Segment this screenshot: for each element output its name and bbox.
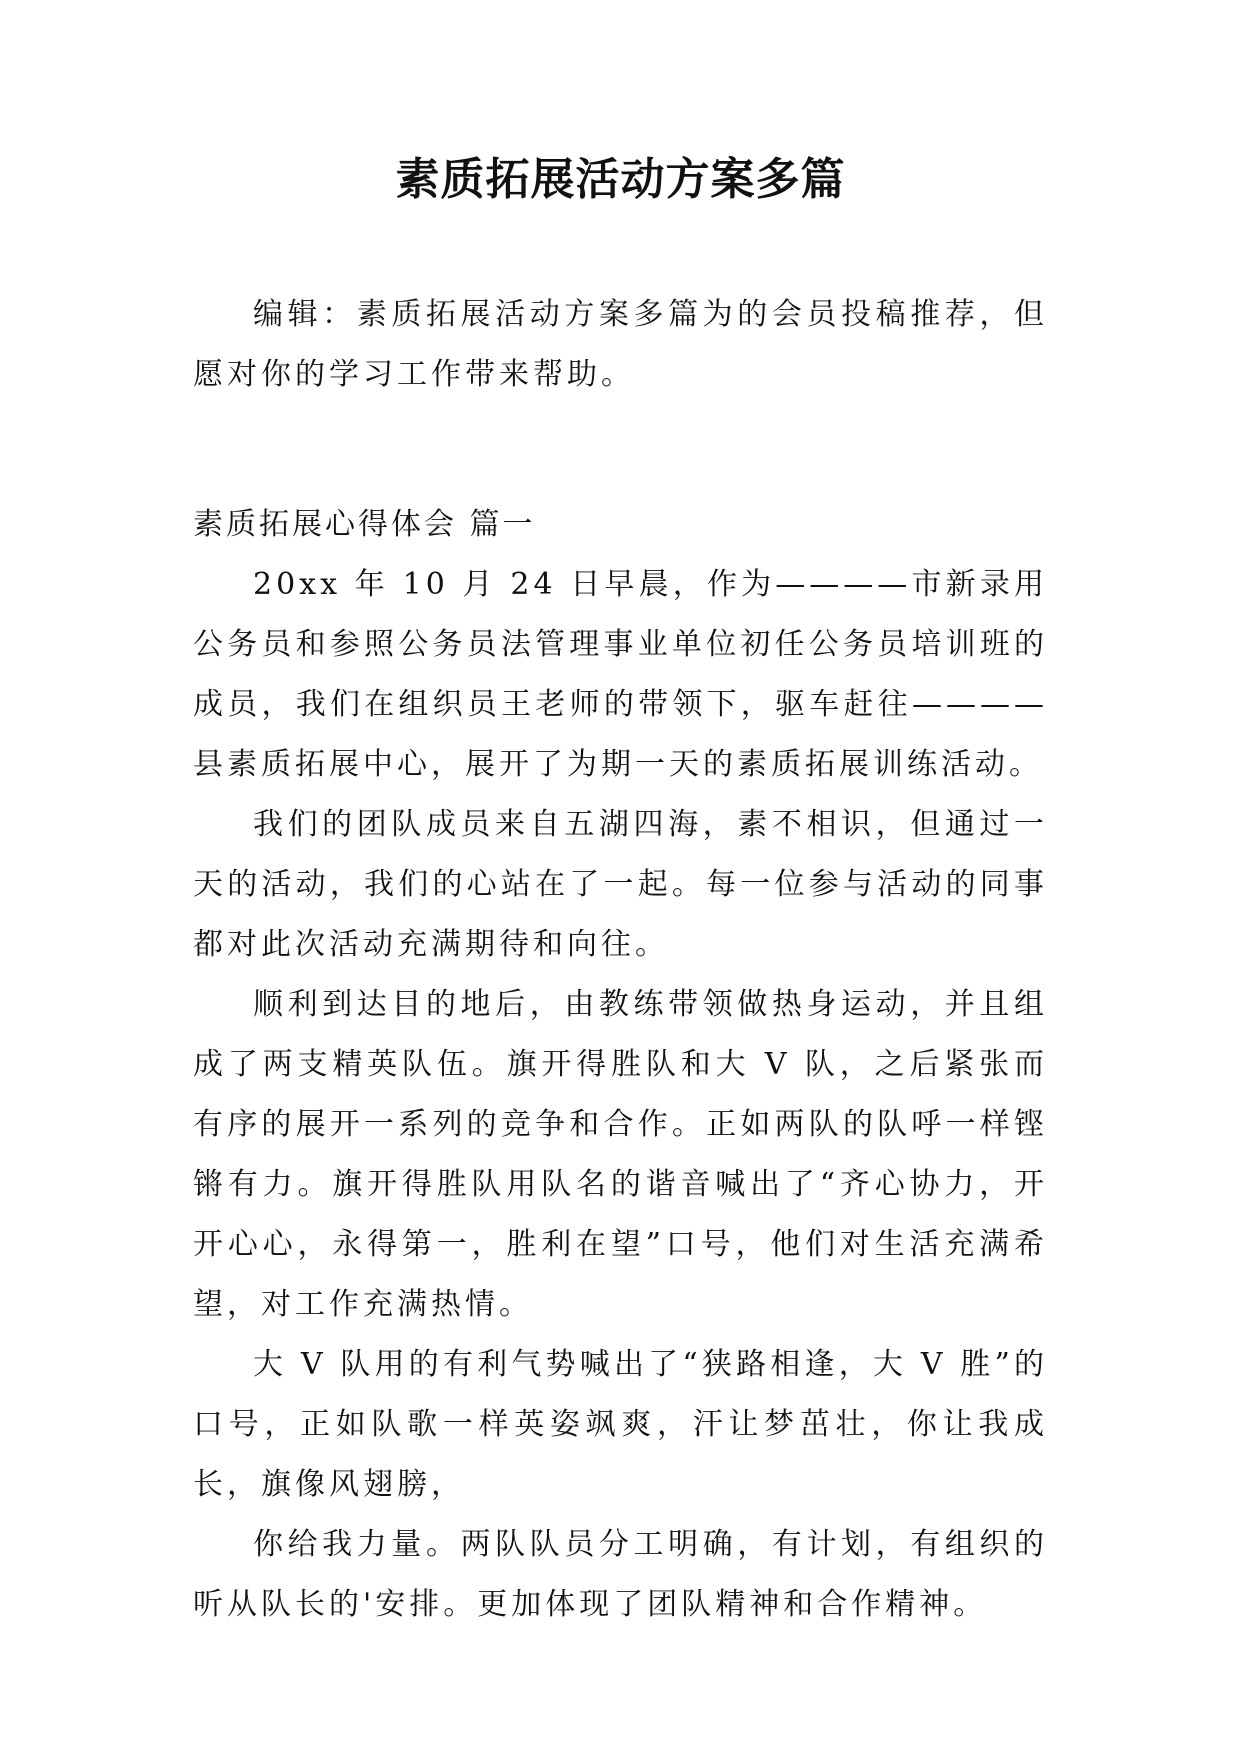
body-paragraph-1: 20xx 年 10 月 24 日早晨，作为————市新录用公务员和参照公务员法管理事业单位初任公务员培训班的成员，我们在组织员王老师的带领下，驱车赶往————县素质拓展中心，展开了为期一天的素质拓展训练活动。 [193, 567, 1048, 782]
document-body [193, 285, 1048, 1635]
body-paragraph-4: 大 V 队用的有利气势喊出了“狭路相逢，大 V 胜”的口号，正如队歌一样英姿飒爽，汗让梦茁壮，你让我成长，旗像风翅膀， [193, 1347, 1048, 1502]
section-heading: 素质拓展心得体会 篇一 [193, 507, 536, 542]
intro-paragraph: 编辑：素质拓展活动方案多篇为的会员投稿推荐，但愿对你的学习工作带来帮助。 [193, 297, 1048, 392]
body-paragraph-2: 我们的团队成员来自五湖四海，素不相识，但通过一天的活动，我们的心站在了一起。每一位参与活动的同事都对此次活动充满期待和向往。 [193, 807, 1048, 962]
document-title: 素质拓展活动方案多篇 [395, 154, 846, 205]
body-paragraph-5: 你给我力量。两队队员分工明确，有计划，有组织的听从队长的'安排。更加体现了团队精神和合作精神。 [193, 1527, 1048, 1622]
body-paragraph-3: 顺利到达目的地后，由教练带领做热身运动，并且组成了两支精英队伍。旗开得胜队和大 V 队，之后紧张而有序的展开一系列的竞争和合作。正如两队的队呼一样铿锵有力。旗开得胜队用队名的谐音喊出了“齐心协力，开开心心，永得第一，胜利在望”口号，他们对生活充满希望，对工作充满热情。 [193, 987, 1048, 1322]
